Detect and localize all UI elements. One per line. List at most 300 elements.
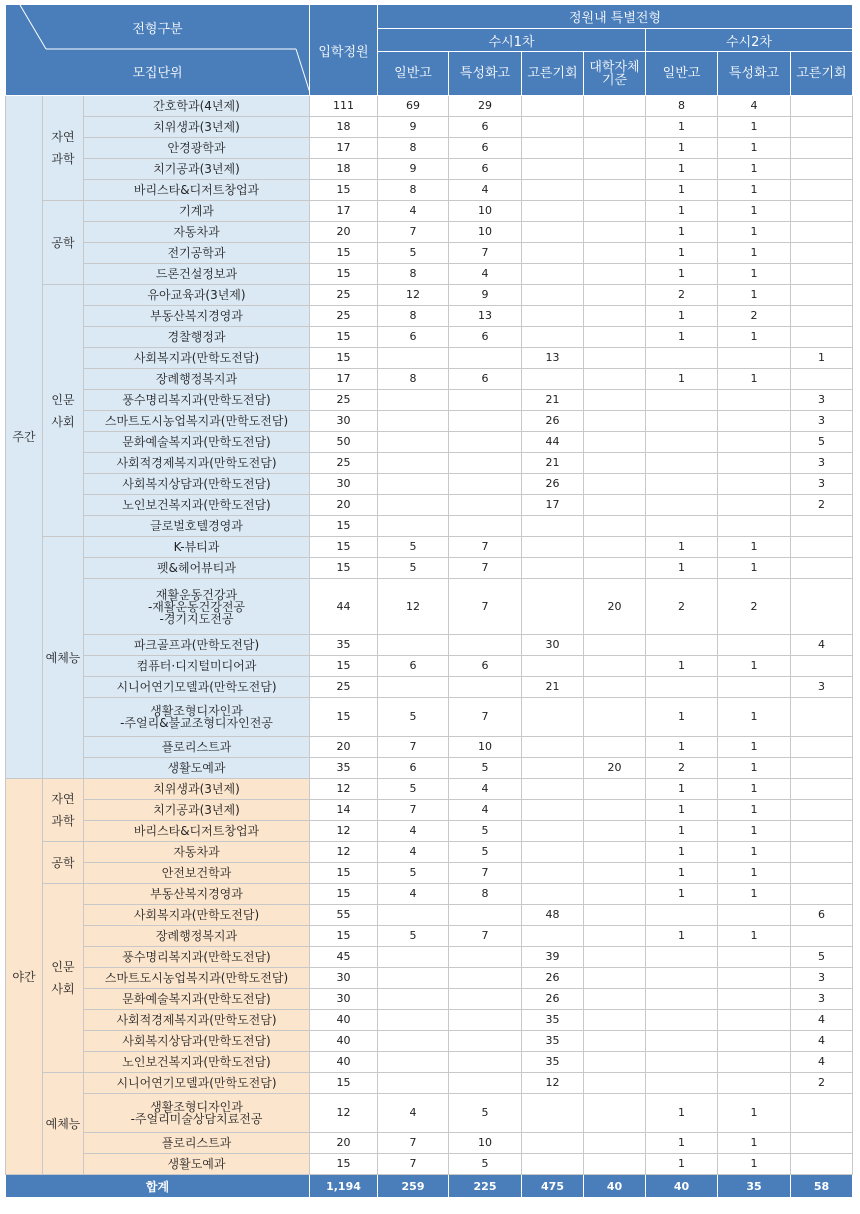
value-cell: 17 [522, 495, 584, 516]
value-cell: 1 [646, 117, 718, 138]
department-name: 치위생과(3년제) [84, 779, 310, 800]
value-cell: 25 [310, 453, 378, 474]
value-cell [646, 348, 718, 369]
value-cell [378, 947, 449, 968]
value-cell: 13 [449, 306, 522, 327]
value-cell: 5 [378, 779, 449, 800]
value-cell: 4 [449, 779, 522, 800]
total-value-cell: 40 [584, 1175, 646, 1198]
value-cell [646, 453, 718, 474]
value-cell [378, 905, 449, 926]
table-row [6, 180, 853, 201]
value-cell: 1 [718, 779, 791, 800]
value-cell [584, 863, 646, 884]
department-name: 노인보건복지과(만학도전담) [84, 495, 310, 516]
department-name: 부동산복지경영과 [84, 306, 310, 327]
value-cell: 7 [449, 243, 522, 264]
value-cell: 5 [449, 821, 522, 842]
value-cell [584, 1073, 646, 1094]
value-cell [718, 947, 791, 968]
value-cell: 5 [449, 1154, 522, 1175]
value-cell: 1 [718, 884, 791, 905]
value-cell: 1 [646, 698, 718, 737]
table-row [6, 411, 853, 432]
col-special-hs-r2: 특성화고 [718, 52, 791, 96]
value-cell [646, 495, 718, 516]
value-cell: 4 [378, 201, 449, 222]
value-cell: 6 [449, 656, 522, 677]
value-cell [522, 138, 584, 159]
department-name: 생활조형디자인과 -주얼리미술상담치료전공 [84, 1094, 310, 1133]
value-cell: 30 [310, 989, 378, 1010]
value-cell [378, 495, 449, 516]
value-cell [791, 800, 853, 821]
value-cell: 1 [718, 243, 791, 264]
value-cell [522, 117, 584, 138]
value-cell [449, 635, 522, 656]
table-row [6, 863, 853, 884]
department-name: 노인보건복지과(만학도전담) [84, 1052, 310, 1073]
value-cell [584, 138, 646, 159]
value-cell: 5 [378, 926, 449, 947]
total-value-cell: 40 [646, 1175, 718, 1198]
value-cell: 3 [791, 453, 853, 474]
value-cell [791, 779, 853, 800]
table-row [6, 348, 853, 369]
value-cell: 17 [310, 369, 378, 390]
value-cell [584, 968, 646, 989]
value-cell [646, 411, 718, 432]
total-value-cell: 259 [378, 1175, 449, 1198]
value-cell: 1 [646, 779, 718, 800]
value-cell [378, 432, 449, 453]
value-cell [449, 1052, 522, 1073]
department-name: 기계과 [84, 201, 310, 222]
value-cell [584, 306, 646, 327]
value-cell: 1 [646, 926, 718, 947]
value-cell [791, 117, 853, 138]
special-admission-header: 정원내 특별전형 [378, 5, 853, 29]
value-cell [584, 453, 646, 474]
table-footer [6, 1175, 853, 1198]
table-row [6, 516, 853, 537]
value-cell: 30 [310, 968, 378, 989]
department-name: 바리스타&디저트창업과 [84, 180, 310, 201]
value-cell [449, 677, 522, 698]
value-cell: 1 [718, 285, 791, 306]
department-name: 생활조형디자인과 -주얼리&불교조형디자인전공 [84, 698, 310, 737]
value-cell [718, 1073, 791, 1094]
category-cell: 인문 사회 [43, 285, 84, 537]
value-cell [584, 390, 646, 411]
value-cell [449, 453, 522, 474]
table-row [6, 677, 853, 698]
value-cell [584, 677, 646, 698]
value-cell: 2 [718, 579, 791, 635]
value-cell: 5 [378, 863, 449, 884]
value-cell: 15 [310, 1154, 378, 1175]
value-cell: 1 [718, 737, 791, 758]
value-cell [718, 905, 791, 926]
value-cell [378, 1031, 449, 1052]
value-cell: 1 [718, 117, 791, 138]
value-cell [378, 989, 449, 1010]
value-cell: 15 [310, 558, 378, 579]
category-cell: 공학 [43, 201, 84, 285]
value-cell: 20 [584, 579, 646, 635]
value-cell: 7 [449, 537, 522, 558]
value-cell [449, 905, 522, 926]
value-cell: 1 [646, 800, 718, 821]
department-name: 파크골프과(만학도전담) [84, 635, 310, 656]
value-cell [646, 989, 718, 1010]
table-header [6, 5, 853, 96]
value-cell: 12 [310, 842, 378, 863]
value-cell: 69 [378, 96, 449, 117]
value-cell [646, 1010, 718, 1031]
value-cell [584, 947, 646, 968]
value-cell: 30 [310, 474, 378, 495]
value-cell: 15 [310, 264, 378, 285]
value-cell [522, 369, 584, 390]
department-name: 사회복지상담과(만학도전담) [84, 474, 310, 495]
value-cell [791, 926, 853, 947]
value-cell: 8 [646, 96, 718, 117]
value-cell [718, 516, 791, 537]
value-cell: 1 [646, 1154, 718, 1175]
value-cell: 30 [310, 411, 378, 432]
value-cell: 1 [718, 1133, 791, 1154]
department-name: 사회복지과(만학도전담) [84, 905, 310, 926]
value-cell: 3 [791, 989, 853, 1010]
value-cell: 6 [449, 117, 522, 138]
value-cell: 12 [310, 821, 378, 842]
table-row [6, 96, 853, 117]
value-cell [791, 758, 853, 779]
value-cell [584, 1052, 646, 1073]
value-cell [378, 453, 449, 474]
table-row [6, 842, 853, 863]
admission-quota-table [5, 4, 853, 1198]
table-row [6, 947, 853, 968]
value-cell: 10 [449, 222, 522, 243]
value-cell: 1 [718, 926, 791, 947]
value-cell: 7 [449, 579, 522, 635]
value-cell: 1 [646, 306, 718, 327]
department-name: 글로벌호텔경영과 [84, 516, 310, 537]
value-cell [584, 884, 646, 905]
value-cell [449, 1031, 522, 1052]
value-cell: 7 [378, 1133, 449, 1154]
value-cell: 2 [718, 306, 791, 327]
table-row [6, 432, 853, 453]
table-row [6, 222, 853, 243]
value-cell [522, 656, 584, 677]
value-cell: 1 [718, 842, 791, 863]
value-cell: 5 [378, 243, 449, 264]
value-cell [584, 264, 646, 285]
value-cell [791, 579, 853, 635]
value-cell [584, 800, 646, 821]
value-cell [522, 579, 584, 635]
value-cell [791, 737, 853, 758]
value-cell [791, 243, 853, 264]
value-cell [522, 926, 584, 947]
value-cell [584, 117, 646, 138]
value-cell [449, 989, 522, 1010]
value-cell [718, 495, 791, 516]
value-cell: 1 [718, 1094, 791, 1133]
value-cell: 15 [310, 348, 378, 369]
value-cell: 3 [791, 390, 853, 411]
round2-header: 수시2차 [646, 29, 853, 52]
value-cell [522, 558, 584, 579]
value-cell: 12 [522, 1073, 584, 1094]
value-cell: 7 [378, 222, 449, 243]
value-cell: 15 [310, 1073, 378, 1094]
value-cell: 6 [378, 758, 449, 779]
value-cell: 12 [378, 579, 449, 635]
value-cell [718, 635, 791, 656]
value-cell [584, 201, 646, 222]
value-cell: 20 [310, 222, 378, 243]
department-name: 전기공학과 [84, 243, 310, 264]
value-cell: 1 [646, 537, 718, 558]
table-row [6, 884, 853, 905]
table-row [6, 926, 853, 947]
value-cell [522, 516, 584, 537]
value-cell [791, 369, 853, 390]
department-name: 자동차과 [84, 842, 310, 863]
value-cell [718, 453, 791, 474]
table-row [6, 474, 853, 495]
value-cell: 35 [522, 1010, 584, 1031]
value-cell: 5 [449, 758, 522, 779]
value-cell: 35 [310, 635, 378, 656]
value-cell [449, 432, 522, 453]
department-name: 문화예술복지과(만학도전담) [84, 989, 310, 1010]
value-cell [718, 1010, 791, 1031]
value-cell [522, 800, 584, 821]
total-value-cell: 58 [791, 1175, 853, 1198]
value-cell: 6 [378, 327, 449, 348]
department-name: 간호학과(4년제) [84, 96, 310, 117]
value-cell: 25 [310, 285, 378, 306]
value-cell: 9 [378, 159, 449, 180]
value-cell: 3 [791, 411, 853, 432]
value-cell: 1 [718, 369, 791, 390]
value-cell [646, 635, 718, 656]
value-cell [718, 968, 791, 989]
value-cell: 3 [791, 677, 853, 698]
table-row [6, 1094, 853, 1133]
value-cell [718, 411, 791, 432]
table-row [6, 656, 853, 677]
value-cell [584, 821, 646, 842]
value-cell: 1 [646, 159, 718, 180]
table-row [6, 243, 853, 264]
value-cell [646, 474, 718, 495]
value-cell: 35 [310, 758, 378, 779]
value-cell [791, 656, 853, 677]
value-cell: 1 [646, 656, 718, 677]
value-cell: 1 [646, 1133, 718, 1154]
value-cell [791, 201, 853, 222]
value-cell: 40 [310, 1031, 378, 1052]
value-cell: 13 [522, 348, 584, 369]
col-general-r1: 일반고 [378, 52, 449, 96]
value-cell: 2 [791, 1073, 853, 1094]
department-name: 생활도예과 [84, 1154, 310, 1175]
value-cell: 39 [522, 947, 584, 968]
value-cell: 1 [718, 138, 791, 159]
col-special-hs-r1: 특성화고 [449, 52, 522, 96]
col-general-r2: 일반고 [646, 52, 718, 96]
value-cell [646, 432, 718, 453]
value-cell [522, 264, 584, 285]
value-cell: 1 [646, 201, 718, 222]
value-cell: 30 [522, 635, 584, 656]
value-cell [449, 1010, 522, 1031]
value-cell: 4 [449, 180, 522, 201]
value-cell: 10 [449, 1133, 522, 1154]
value-cell [584, 1031, 646, 1052]
table-row [6, 285, 853, 306]
value-cell: 7 [378, 800, 449, 821]
table-row [6, 635, 853, 656]
value-cell: 4 [791, 635, 853, 656]
department-name: 안경광학과 [84, 138, 310, 159]
value-cell: 17 [310, 201, 378, 222]
col-univ-own-criteria [584, 52, 646, 96]
header-corner-cell [6, 5, 310, 96]
value-cell: 8 [449, 884, 522, 905]
value-cell: 1 [718, 863, 791, 884]
department-name: 스마트도시농업복지과(만학도전담) [84, 968, 310, 989]
value-cell [584, 516, 646, 537]
value-cell: 5 [791, 432, 853, 453]
value-cell: 1 [646, 884, 718, 905]
value-cell: 35 [522, 1052, 584, 1073]
value-cell: 12 [310, 779, 378, 800]
value-cell: 7 [378, 737, 449, 758]
value-cell: 7 [449, 558, 522, 579]
value-cell: 6 [449, 369, 522, 390]
value-cell [378, 474, 449, 495]
value-cell [522, 96, 584, 117]
value-cell: 1 [646, 222, 718, 243]
department-name: 사회복지과(만학도전담) [84, 348, 310, 369]
value-cell: 6 [449, 327, 522, 348]
department-name: 펫&헤어뷰티과 [84, 558, 310, 579]
value-cell [584, 222, 646, 243]
value-cell: 1 [718, 558, 791, 579]
value-cell: 25 [310, 677, 378, 698]
value-cell: 1 [718, 264, 791, 285]
value-cell [791, 180, 853, 201]
department-name: 치위생과(3년제) [84, 117, 310, 138]
value-cell: 9 [449, 285, 522, 306]
value-cell [718, 677, 791, 698]
value-cell [378, 348, 449, 369]
value-cell: 10 [449, 201, 522, 222]
department-name: K-뷰티과 [84, 537, 310, 558]
value-cell [522, 159, 584, 180]
total-value-cell: 225 [449, 1175, 522, 1198]
value-cell: 1 [791, 348, 853, 369]
department-name: 경찰행정과 [84, 327, 310, 348]
table-row [6, 1052, 853, 1073]
department-name: 치기공과(3년제) [84, 159, 310, 180]
value-cell [584, 495, 646, 516]
value-cell: 15 [310, 863, 378, 884]
value-cell [791, 516, 853, 537]
division-cell: 야간 [6, 779, 43, 1175]
value-cell [646, 1052, 718, 1073]
value-cell: 1 [646, 842, 718, 863]
admission-quota-table-container [5, 4, 853, 1198]
value-cell: 1 [718, 222, 791, 243]
value-cell [584, 1094, 646, 1133]
category-cell: 공학 [43, 842, 84, 884]
value-cell [522, 1133, 584, 1154]
value-cell: 45 [310, 947, 378, 968]
table-row [6, 758, 853, 779]
value-cell [646, 1073, 718, 1094]
value-cell [791, 285, 853, 306]
total-value-cell: 1,194 [310, 1175, 378, 1198]
value-cell [522, 1154, 584, 1175]
department-name: 안전보건학과 [84, 863, 310, 884]
value-cell: 21 [522, 453, 584, 474]
value-cell [522, 327, 584, 348]
value-cell [522, 243, 584, 264]
value-cell: 21 [522, 390, 584, 411]
value-cell [449, 516, 522, 537]
value-cell: 3 [791, 474, 853, 495]
value-cell: 4 [378, 842, 449, 863]
value-cell [522, 537, 584, 558]
value-cell [584, 285, 646, 306]
table-row [6, 495, 853, 516]
value-cell [378, 677, 449, 698]
department-name: 시니어연기모델과(만학도전담) [84, 677, 310, 698]
value-cell: 5 [378, 537, 449, 558]
value-cell [584, 656, 646, 677]
value-cell: 1 [718, 327, 791, 348]
value-cell [449, 968, 522, 989]
value-cell: 3 [791, 968, 853, 989]
value-cell: 48 [522, 905, 584, 926]
value-cell [522, 698, 584, 737]
value-cell: 5 [449, 842, 522, 863]
department-name: 문화예술복지과(만학도전담) [84, 432, 310, 453]
value-cell: 25 [310, 390, 378, 411]
value-cell: 12 [378, 285, 449, 306]
value-cell: 1 [646, 243, 718, 264]
value-cell [449, 947, 522, 968]
value-cell [791, 1094, 853, 1133]
value-cell: 15 [310, 327, 378, 348]
unit-header-label: 모집단위 [132, 66, 183, 81]
value-cell: 9 [378, 117, 449, 138]
value-cell: 26 [522, 411, 584, 432]
value-cell: 55 [310, 905, 378, 926]
value-cell [378, 968, 449, 989]
table-row [6, 159, 853, 180]
value-cell [378, 411, 449, 432]
table-row [6, 306, 853, 327]
